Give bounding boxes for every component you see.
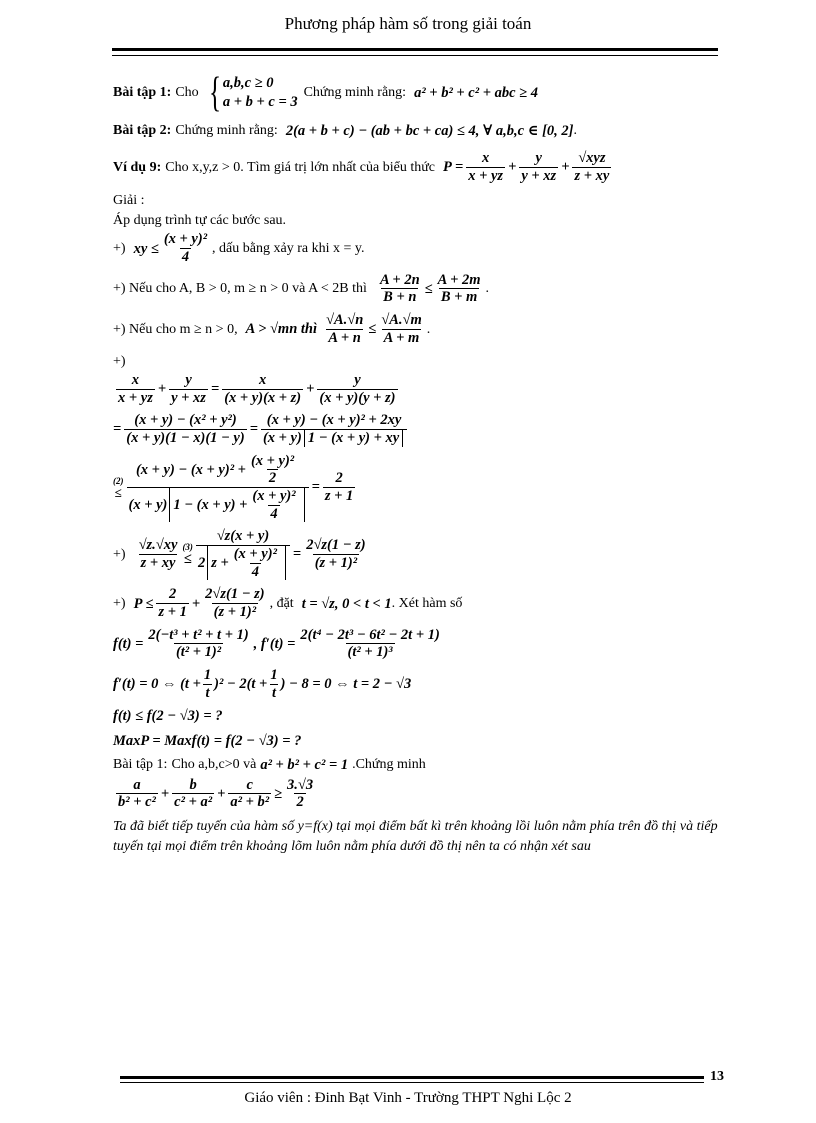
bullet: +) — [113, 240, 126, 256]
denominator: y + xz — [521, 167, 557, 184]
fraction — [304, 537, 367, 571]
numerator: a — [133, 776, 141, 793]
step-text: +) Nếu cho A, B > 0, m ≥ n > 0 và A < 2B thì — [113, 281, 367, 297]
step-text: . Xét hàm số — [391, 595, 463, 611]
example-label: Ví dụ 9: — [113, 159, 162, 175]
equation-1: $\frac{x}{x + yz}$ + $\frac{y}{y + xz}$ = $\frac{x}{(x + y)(x + z)}$ + $\frac{y}{(x + y)(y + z)}$ — [118, 372, 396, 406]
denominator: A + m — [383, 329, 420, 346]
step-marker: (3) — [182, 541, 193, 552]
fraction — [436, 272, 483, 306]
numerator: A + 2n — [379, 271, 420, 288]
equation-2: = $\frac{\text{(x + y) − (x² + y²)}}{(x + y)(1 - x)(1 - y)}$ = $\frac{\text{(x + y) − (x + y)² + 2xy}}{(x + y) 1 - (x + y) + xy}$ — [113, 412, 719, 446]
equation-9 — [113, 732, 719, 750]
relation: ≤ — [183, 550, 192, 567]
equation-6 — [113, 627, 719, 661]
fraction — [268, 667, 279, 701]
exercise-label: Bài tập 1: — [113, 85, 172, 101]
denominator: t — [205, 684, 210, 701]
header-rule-thick — [112, 48, 718, 51]
page-number: 13 — [710, 1069, 724, 1084]
inequality: 2(a + b + c) − (ab + bc + ca) ≤ 4, ∀ a,b,c ∈ [0, 2] — [285, 123, 574, 139]
numerator: c — [246, 776, 253, 793]
fraction — [116, 372, 155, 406]
substitution: t = √z, 0 < t < 1 — [301, 595, 392, 612]
inequality: a² + b² + c² + abc ≥ 4 — [414, 84, 538, 101]
numerator: √A.√m — [381, 312, 422, 329]
footer-rule-thin — [120, 1082, 704, 1083]
numerator: y — [354, 372, 361, 388]
exercise-3 — [113, 756, 719, 774]
step-3 — [113, 312, 719, 346]
denominator: z + 1 — [324, 488, 354, 505]
equation-3 — [113, 453, 719, 523]
numerator: x — [131, 372, 140, 388]
operator: = — [113, 421, 122, 438]
period: . — [485, 281, 490, 297]
equation-5 — [113, 586, 719, 620]
denominator: 4 — [251, 563, 259, 580]
fraction — [250, 488, 297, 522]
denominator: (t² + 1)² — [175, 644, 222, 661]
fraction — [196, 528, 290, 580]
equation-text: MaxP = Maxf(t) = f(2 − √3) = ? — [113, 732, 302, 749]
denominator: 2 — [296, 794, 304, 811]
period: . — [573, 123, 577, 139]
numerator: (x + y)² — [250, 452, 295, 469]
step-4-bullet: +) — [113, 353, 126, 369]
condition-line: a + b + c = 3 — [222, 94, 298, 110]
denominator: B + m — [440, 289, 478, 306]
numerator: 2 — [169, 586, 177, 603]
bracket-text: 1 − (x + y) + — [173, 496, 248, 513]
denominator-factor: (x + y) — [262, 430, 302, 447]
numerator: 3.√3 — [287, 776, 314, 793]
fraction — [162, 231, 209, 265]
numerator: x — [482, 150, 490, 167]
denominator-factor: 2 — [197, 554, 206, 571]
bracket-term — [169, 488, 304, 522]
operator: + — [160, 785, 170, 802]
denominator: 2 — [268, 470, 277, 487]
relation: ≤ — [368, 321, 377, 338]
exercise-text: Chứng minh rằng: — [175, 123, 278, 139]
step-2 — [113, 272, 719, 306]
fraction — [169, 372, 208, 406]
denominator: 4 — [270, 505, 278, 522]
numerator: y — [185, 372, 192, 388]
numerator: (x + y)² — [233, 546, 277, 563]
exercise-2 — [113, 122, 719, 140]
denominator: t — [271, 684, 276, 701]
solution-intro: Áp dụng trình tự các bước sau. — [113, 212, 287, 228]
fraction — [323, 470, 355, 504]
fraction — [202, 667, 213, 701]
equation-4 — [113, 528, 719, 580]
equation-part: f′(t) = 0 ⇔ (t + — [113, 676, 201, 693]
condition: a² + b² + c² = 1 — [260, 756, 349, 773]
denominator-factor: (x + y) — [128, 496, 168, 513]
numerator: (x + y) − (x + y)² + 2xy — [266, 412, 402, 429]
exercise-1 — [113, 72, 719, 114]
numerator: (x + y)² — [252, 488, 296, 505]
denominator: A + n — [328, 329, 361, 346]
fraction — [572, 150, 611, 184]
equation-part: )² − 2(t + — [214, 676, 268, 693]
denominator: (z + 1)² — [314, 554, 358, 571]
fraction — [232, 546, 279, 580]
numerator: y — [535, 150, 542, 167]
bullet: +) — [113, 546, 126, 562]
denominator — [127, 487, 309, 522]
condition-line: a,b,c ≥ 0 — [222, 75, 274, 92]
fraction — [298, 627, 441, 661]
numerator: 1 — [270, 667, 278, 684]
denominator: (t² + 1)³ — [347, 644, 393, 661]
denominator: z + 1 — [158, 604, 187, 621]
bracket-term: 1 − (x + y) + xy — [304, 430, 403, 447]
equation-7 — [113, 667, 719, 701]
numerator: b — [189, 776, 197, 793]
numerator: (x + y)² — [163, 231, 208, 248]
expression-lhs: P = — [443, 159, 464, 176]
fraction — [378, 272, 422, 306]
denominator: (x + y)(x + z) — [224, 389, 302, 406]
expression-lhs: f(t) = — [113, 635, 144, 652]
page-content — [113, 72, 719, 858]
equation-8 — [113, 707, 719, 725]
operator: = — [210, 381, 220, 398]
denominator: (x + y)(y + z) — [319, 389, 396, 406]
example-9: Ví dụ 9: Cho x,y,z > 0. Tìm giá trị lớn nhất của biểu thức P = $\frac{x}{x + yz}$ + $\frac{y}{y + xz}$ + $\frac{\text{√xyz}}{z + xy}$ — [113, 150, 610, 184]
denominator: b² + c² — [118, 794, 156, 811]
denominator: (x + y)(1 − x)(1 − y) — [126, 430, 245, 447]
operator: + — [191, 595, 201, 612]
fraction — [156, 586, 188, 620]
expression-lhs: , f′(t) = — [253, 635, 296, 652]
fraction — [222, 372, 303, 406]
remark-paragraph: Ta đã biết tiếp tuyến của hàm số y=f(x) tại mọi điểm bất kì trên khoảng lồi luôn nằm phía trên đồ thị và tiếp tuyến tại mọi điểm trên khoảng lõm luôn nằm phía dưới đồ thị nên ta có nhận xét sau — [113, 819, 718, 855]
numerator: √z.√xy — [138, 537, 178, 554]
fraction — [228, 777, 271, 811]
step-marker: (2) — [113, 475, 124, 486]
numerator: 2√z(1 − z) — [205, 586, 265, 603]
denominator — [196, 545, 290, 580]
fraction — [172, 777, 214, 811]
step-1 — [113, 231, 719, 265]
exercise-label: Bài tập 1: — [113, 756, 168, 772]
brace-symbol: { — [208, 70, 221, 116]
numerator — [134, 453, 301, 487]
numerator: 1 — [203, 667, 212, 684]
operator: + — [157, 381, 167, 398]
fraction — [261, 412, 407, 446]
relation: ≤ — [114, 484, 122, 500]
denominator: z + xy — [574, 167, 610, 184]
fraction — [317, 372, 397, 406]
fraction — [519, 150, 558, 184]
period: . — [426, 321, 431, 337]
bracket-text: z + — [211, 554, 229, 571]
expression-lhs: P ≤ — [133, 595, 154, 612]
numerator: 2(−t³ + t² + t + 1) — [148, 626, 249, 643]
example-text: Cho x,y,z > 0. Tìm giá trị lớn nhất của biểu thức — [165, 159, 436, 175]
operator: = — [292, 546, 302, 563]
exercise-text: Cho — [175, 85, 199, 101]
fraction — [203, 586, 266, 620]
denominator: x + yz — [468, 167, 504, 184]
page-header: Phương pháp hàm số trong giải toán — [284, 14, 532, 33]
relation: ≤ — [424, 280, 433, 297]
denominator: x + yz — [118, 389, 153, 406]
numerator: √z(x + y) — [216, 528, 270, 545]
condition-system — [205, 72, 298, 114]
bullet: +) — [113, 595, 126, 611]
denominator — [261, 429, 407, 447]
exercise-text: Chứng minh rằng: — [303, 85, 407, 101]
expression-lhs: xy ≤ — [133, 240, 159, 257]
denominator: z + xy — [140, 554, 176, 571]
denominator: c² + a² — [174, 794, 213, 811]
bracket-term — [207, 546, 286, 580]
fraction — [379, 312, 424, 346]
relation: ≥ — [274, 785, 283, 802]
equation-part: ) − 8 = 0 ⇔ t = 2 − √3 — [280, 676, 412, 693]
denominator: 4 — [181, 249, 190, 266]
numerator: 2 — [335, 470, 343, 487]
fraction — [466, 150, 505, 184]
numerator: √A.√n — [326, 312, 364, 329]
solution-heading: Giải : — [113, 193, 145, 209]
denominator: y + xz — [171, 389, 206, 406]
step-text: +) Nếu cho m ≥ n > 0, — [113, 321, 238, 337]
page-footer: Giáo viên : Đinh Bạt Vinh - Trường THPT Nghi Lộc 2 — [244, 1090, 572, 1106]
condition: A > √mn thì — [245, 321, 318, 338]
denominator: a² + b² — [230, 794, 270, 811]
denominator: B + n — [383, 289, 417, 306]
footer-rule-thick — [120, 1076, 704, 1079]
fraction — [324, 312, 365, 346]
equation-10: $\frac{a}{\text{b² + c²}}$ + $\frac{b}{\text{c² + a²}}$ + $\frac{c}{\text{a² + b²}}$ ≥ $\frac{3.√3}{2}$ — [118, 776, 314, 811]
numerator: x — [259, 372, 267, 388]
numerator: 2√z(1 − z) — [306, 537, 366, 554]
fraction — [116, 777, 158, 811]
exercise-label: Bài tập 2: — [113, 123, 172, 139]
fraction — [285, 777, 315, 811]
fraction — [124, 412, 246, 446]
numerator: (x + y) − (x² + y²) — [134, 412, 237, 429]
step-text: , đặt — [269, 595, 294, 611]
fraction — [146, 627, 250, 661]
exercise-text: .Chứng minh — [352, 756, 426, 772]
numerator: √xyz — [578, 150, 606, 167]
fraction — [137, 537, 180, 571]
step-text: , dấu bằng xảy ra khi x = y. — [212, 240, 365, 256]
denominator: (z + 1)² — [213, 604, 257, 621]
numerator: 2(t⁴ − 2t³ − 6t² − 2t + 1) — [300, 626, 440, 643]
fraction — [127, 453, 309, 523]
equation-text: f(t) ≤ f(2 − √3) = ? — [113, 708, 223, 725]
numerator: A + 2m — [437, 271, 481, 288]
header-rule-thin — [112, 55, 718, 56]
numerator-term: (x + y) − (x + y)² + — [135, 461, 246, 478]
exercise-text: Cho a,b,c>0 và — [171, 756, 257, 772]
operator: = — [311, 479, 320, 496]
fraction — [249, 453, 296, 487]
